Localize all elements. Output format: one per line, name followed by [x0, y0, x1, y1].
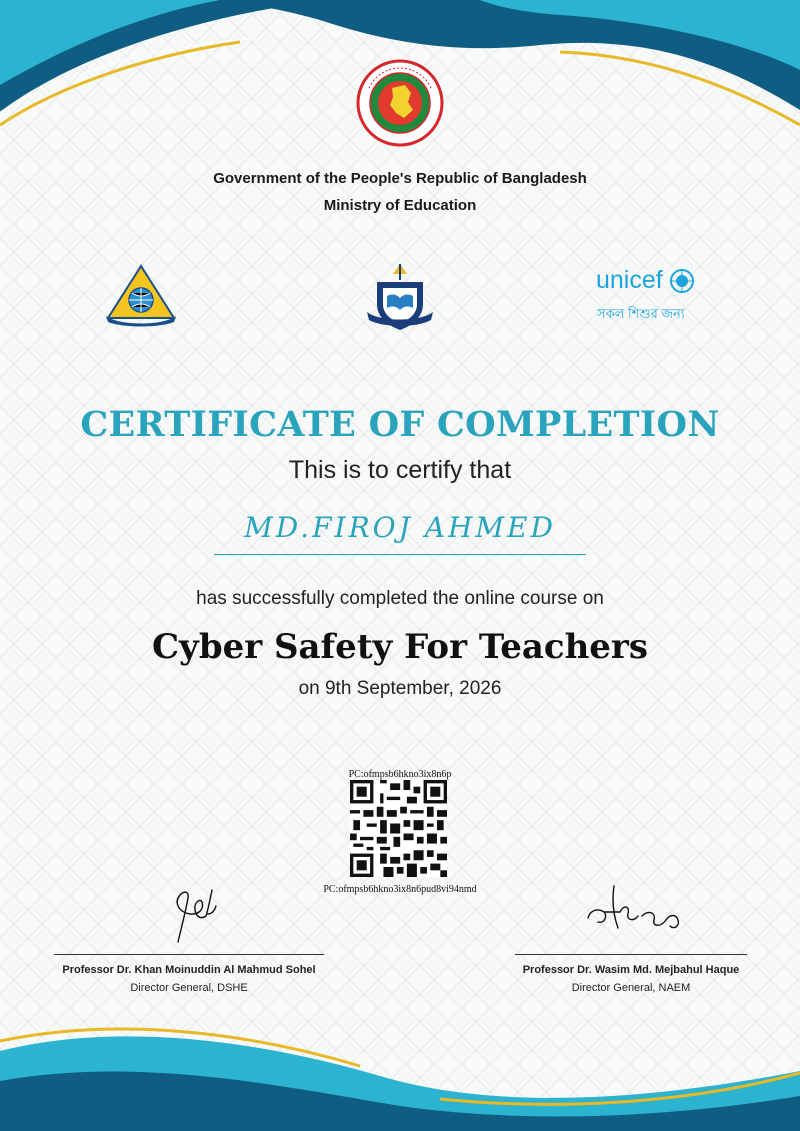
- right-signature: [582, 880, 687, 945]
- right-signature-line: [515, 954, 747, 955]
- government-name: Government of the People's Republic of Bangladesh: [213, 170, 587, 187]
- ministry-name: Ministry of Education: [323, 197, 477, 214]
- unicef-tagline: সকল শিশুর জন্য: [597, 306, 685, 321]
- left-signature-line: [54, 954, 324, 955]
- unicef-wordmark: unicef: [596, 266, 663, 294]
- verification-code-short: PC:ofmpsb6hkno3ix8n6p: [348, 769, 452, 780]
- left-signatory-name: Professor Dr. Khan Moinuddin Al Mahmud Sohel: [62, 964, 316, 976]
- course-title: Cyber Safety For Teachers: [152, 627, 648, 667]
- right-signatory-title: Director General, NAEM: [571, 982, 691, 994]
- bottom-wave-decoration: [0, 1011, 800, 1131]
- dshe-logo: [104, 264, 178, 328]
- verification-code-full: PC:ofmpsb6hkno3ix8n6pud8vi94nmd: [323, 884, 477, 895]
- certificate-title: CERTIFICATE OF COMPLETION: [80, 404, 720, 445]
- left-signature: [160, 880, 220, 950]
- completion-statement: has successfully completed the online course on: [196, 588, 604, 609]
- unicef-globe-icon: [669, 268, 695, 294]
- right-signatory-name: Professor Dr. Wasim Md. Mejbahul Haque: [522, 964, 740, 976]
- education-crest-logo: [363, 260, 437, 334]
- completion-date: on 9th September, 2026: [298, 678, 502, 699]
- recipient-name: MD.FIROJ AHMED: [214, 508, 586, 555]
- government-emblem: [355, 58, 445, 148]
- qr-code: [350, 780, 447, 877]
- certify-statement: This is to certify that: [288, 456, 512, 484]
- left-signatory-title: Director General, DSHE: [130, 982, 248, 994]
